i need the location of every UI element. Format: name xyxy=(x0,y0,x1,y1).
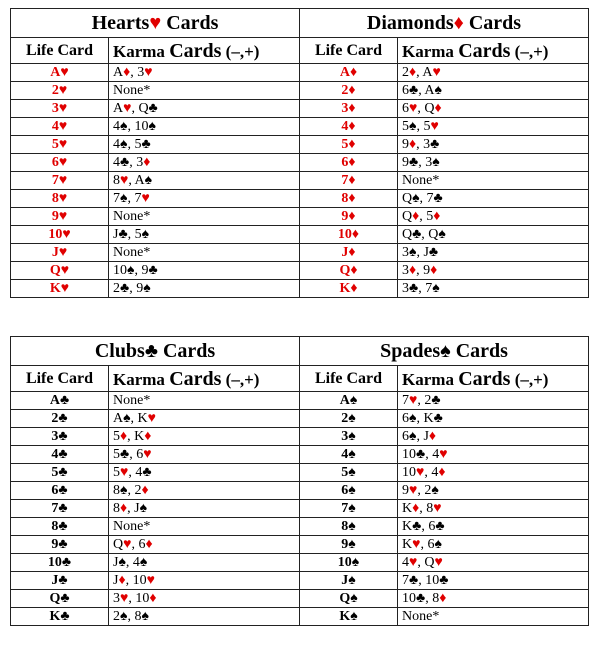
title-row xyxy=(11,9,589,38)
karma-header-prefix: Karma xyxy=(113,369,170,389)
karma-cards-cell: None* xyxy=(398,172,589,190)
red-suit-icon: ♦ xyxy=(143,154,151,170)
karma-cards-cell: J♦, 10♥ xyxy=(109,572,300,590)
life-card-cell: Q♠ xyxy=(300,590,398,608)
karma-cards-cell: None* xyxy=(398,608,589,626)
life-card-cell: 2♥ xyxy=(11,82,109,100)
life-card-cell: A♦ xyxy=(300,64,398,82)
club-icon: ♣ xyxy=(144,340,158,362)
karma-cards-cell: 10♠, 9♣ xyxy=(109,262,300,280)
karma-cards-cell: 4♠, 5♣ xyxy=(109,136,300,154)
karma-header-suffix: (–,+) xyxy=(221,369,260,389)
red-suit-icon: ♥ xyxy=(434,554,443,570)
title-suffix: Cards xyxy=(463,12,522,34)
karma-cards-cell: 6♠, K♣ xyxy=(398,410,589,428)
karma-cards-cell: 3♥, 10♦ xyxy=(109,590,300,608)
life-card-cell: 2♠ xyxy=(300,410,398,428)
life-card-cell: 6♠ xyxy=(300,482,398,500)
spade-icon: ♠ xyxy=(440,340,451,362)
life-card-header: Life Card xyxy=(300,38,398,64)
life-card-cell: 9♠ xyxy=(300,536,398,554)
table-row xyxy=(11,608,589,626)
karma-header-suffix: (–,+) xyxy=(221,41,260,61)
red-suit-icon: ♦ xyxy=(433,208,441,224)
red-suit-icon: ♥ xyxy=(141,190,150,206)
life-card-cell: 8♥ xyxy=(11,190,109,208)
red-suit-icon: ♥ xyxy=(143,446,152,462)
life-card-cell: J♠ xyxy=(300,572,398,590)
table-row xyxy=(11,392,589,410)
table-row xyxy=(11,82,589,100)
table-row xyxy=(11,410,589,428)
karma-cards-cell: 3♠, J♣ xyxy=(398,244,589,262)
karma-header-big: Cards xyxy=(169,367,222,390)
life-card-cell: 4♦ xyxy=(300,118,398,136)
clubs-title xyxy=(11,337,300,366)
diamonds-title xyxy=(300,9,589,38)
karma-cards-cell: Q♣, Q♠ xyxy=(398,226,589,244)
karma-cards-cell: 3♦, 9♦ xyxy=(398,262,589,280)
red-suit-icon: ♥ xyxy=(120,172,129,188)
life-card-cell: 8♠ xyxy=(300,518,398,536)
red-suit-icon: ♥ xyxy=(147,410,156,426)
life-card-cell: 10♥ xyxy=(11,226,109,244)
table-row xyxy=(11,208,589,226)
table-row xyxy=(11,428,589,446)
red-suit-icon: ♦ xyxy=(120,428,128,444)
life-card-cell: 4♥ xyxy=(11,118,109,136)
suit-word: Spades xyxy=(380,340,441,362)
red-suit-icon: ♦ xyxy=(438,464,446,480)
life-card-cell: A♣ xyxy=(11,392,109,410)
life-card-cell: 8♣ xyxy=(11,518,109,536)
karma-cards-cell: J♣, 5♠ xyxy=(109,226,300,244)
karma-header-suffix: (–,+) xyxy=(510,369,549,389)
karma-cards-cell: 5♦, K♦ xyxy=(109,428,300,446)
karma-cards-cell: None* xyxy=(109,392,300,410)
karma-cards-cell: 8♥, A♠ xyxy=(109,172,300,190)
life-card-cell: K♥ xyxy=(11,280,109,298)
life-card-cell: 6♦ xyxy=(300,154,398,172)
red-suit-icon: ♥ xyxy=(409,392,418,408)
karma-cards-cell: 4♥, Q♥ xyxy=(398,554,589,572)
red-suit-icon: ♦ xyxy=(434,100,442,116)
table-row xyxy=(11,536,589,554)
red-suit-icon: ♥ xyxy=(123,536,132,552)
table-row xyxy=(11,572,589,590)
karma-cards-cell: 4♠, 10♠ xyxy=(109,118,300,136)
table-row xyxy=(11,482,589,500)
life-card-header: Life Card xyxy=(300,366,398,392)
karma-cards-cell: Q♦, 5♦ xyxy=(398,208,589,226)
karma-cards-cell: 2♣, 9♠ xyxy=(109,280,300,298)
red-suit-icon: ♦ xyxy=(118,572,126,588)
karma-cards-cell: 6♣, A♠ xyxy=(398,82,589,100)
karma-cards-cell: None* xyxy=(109,518,300,536)
karma-cards-cell: 7♠, 7♥ xyxy=(109,190,300,208)
karma-cards-cell: 8♠, 2♦ xyxy=(109,482,300,500)
karma-cards-cell: 5♥, 4♣ xyxy=(109,464,300,482)
karma-cards-cell: 10♥, 4♦ xyxy=(398,464,589,482)
life-card-cell: Q♣ xyxy=(11,590,109,608)
table-row xyxy=(11,464,589,482)
karma-cards-header xyxy=(109,38,300,64)
life-card-cell: 6♥ xyxy=(11,154,109,172)
hearts-title xyxy=(11,9,300,38)
table-row xyxy=(11,172,589,190)
life-card-cell: 4♣ xyxy=(11,446,109,464)
life-card-cell: 10♠ xyxy=(300,554,398,572)
red-suit-icon: ♦ xyxy=(412,208,420,224)
karma-cards-cell: None* xyxy=(109,208,300,226)
red-suit-icon: ♦ xyxy=(123,64,131,80)
karma-cards-cell: 3♣, 7♠ xyxy=(398,280,589,298)
karma-cards-cell: 9♥, 2♠ xyxy=(398,482,589,500)
life-card-cell: Q♦ xyxy=(300,262,398,280)
life-card-cell: K♦ xyxy=(300,280,398,298)
life-card-cell: 3♣ xyxy=(11,428,109,446)
hearts-diamonds-table xyxy=(10,8,589,298)
karma-header-suffix: (–,+) xyxy=(510,41,549,61)
karma-cards-cell: 9♣, 3♠ xyxy=(398,154,589,172)
karma-cards-cell: 4♣, 3♦ xyxy=(109,154,300,172)
red-suit-icon: ♦ xyxy=(428,428,437,444)
life-card-header: Life Card xyxy=(11,38,109,64)
clubs-spades-table xyxy=(10,336,589,626)
karma-cards-cell: 7♣, 10♣ xyxy=(398,572,589,590)
title-suffix: Cards xyxy=(161,12,219,34)
karma-cards-cell: K♥, 6♠ xyxy=(398,536,589,554)
title-suffix: Cards xyxy=(157,340,216,362)
karma-cards-cell: 5♣, 6♥ xyxy=(109,446,300,464)
red-suit-icon: ♥ xyxy=(120,590,129,606)
table-row xyxy=(11,500,589,518)
life-card-cell: 5♠ xyxy=(300,464,398,482)
life-card-cell: 7♠ xyxy=(300,500,398,518)
karma-cards-cell: Q♥, 6♦ xyxy=(109,536,300,554)
karma-cards-cell: 9♦, 3♣ xyxy=(398,136,589,154)
suit-word: Clubs xyxy=(94,340,145,362)
title-row xyxy=(11,337,589,366)
life-card-cell: 8♦ xyxy=(300,190,398,208)
table-row xyxy=(11,244,589,262)
life-card-cell: 2♣ xyxy=(11,410,109,428)
karma-cards-cell: None* xyxy=(109,82,300,100)
table-row xyxy=(11,118,589,136)
karma-cards-cell: A♠, K♥ xyxy=(109,410,300,428)
life-card-cell: J♥ xyxy=(11,244,109,262)
karma-cards-cell: 6♥, Q♦ xyxy=(398,100,589,118)
red-suit-icon: ♥ xyxy=(144,64,153,80)
karma-cards-cell: 7♥, 2♣ xyxy=(398,392,589,410)
life-card-cell: 7♥ xyxy=(11,172,109,190)
red-suit-icon: ♥ xyxy=(433,500,442,516)
karma-cards-cell: A♥, Q♣ xyxy=(109,100,300,118)
red-suit-icon: ♥ xyxy=(432,64,441,80)
red-suit-icon: ♥ xyxy=(409,554,418,570)
red-suit-icon: ♥ xyxy=(430,118,439,134)
karma-cards-header xyxy=(398,38,589,64)
karma-cards-cell: Q♠, 7♣ xyxy=(398,190,589,208)
header-row xyxy=(11,38,589,64)
karma-cards-header xyxy=(109,366,300,392)
karma-cards-cell: 6♠, J♦ xyxy=(398,428,589,446)
life-card-cell: 6♣ xyxy=(11,482,109,500)
table-row xyxy=(11,554,589,572)
life-card-cell: A♠ xyxy=(300,392,398,410)
life-card-cell: 7♦ xyxy=(300,172,398,190)
karma-cards-cell: 2♦, A♥ xyxy=(398,64,589,82)
red-suit-icon: ♦ xyxy=(141,482,149,498)
karma-cards-header xyxy=(398,366,589,392)
red-suit-icon: ♥ xyxy=(120,464,129,480)
table-row xyxy=(11,446,589,464)
table-row xyxy=(11,590,589,608)
karma-cards-cell: K♦, 8♥ xyxy=(398,500,589,518)
life-card-cell: 5♦ xyxy=(300,136,398,154)
red-suit-icon: ♥ xyxy=(439,446,448,462)
table-row xyxy=(11,280,589,298)
life-card-cell: A♥ xyxy=(11,64,109,82)
karma-cards-cell: A♦, 3♥ xyxy=(109,64,300,82)
karma-cards-cell: 5♠, 5♥ xyxy=(398,118,589,136)
red-suit-icon: ♥ xyxy=(123,100,132,116)
red-suit-icon: ♦ xyxy=(409,262,417,278)
red-suit-icon: ♦ xyxy=(412,500,420,516)
red-suit-icon: ♦ xyxy=(149,590,157,606)
suit-word: Hearts xyxy=(91,12,150,34)
red-suit-icon: ♦ xyxy=(409,136,417,152)
karma-cards-cell: 10♣, 4♥ xyxy=(398,446,589,464)
heart-icon: ♥ xyxy=(149,12,162,34)
karma-header-prefix: Karma xyxy=(113,41,170,61)
karma-header-prefix: Karma xyxy=(402,369,459,389)
life-card-cell: 4♠ xyxy=(300,446,398,464)
karma-cards-cell: 10♣, 8♦ xyxy=(398,590,589,608)
life-card-cell: J♣ xyxy=(11,572,109,590)
red-suit-icon: ♦ xyxy=(120,500,128,516)
life-card-cell: 9♥ xyxy=(11,208,109,226)
table-row xyxy=(11,226,589,244)
red-suit-icon: ♥ xyxy=(409,482,418,498)
karma-cards-cell: K♣, 6♣ xyxy=(398,518,589,536)
karma-header-big: Cards xyxy=(458,367,511,390)
table-row xyxy=(11,64,589,82)
red-suit-icon: ♥ xyxy=(412,536,421,552)
red-suit-icon: ♥ xyxy=(416,464,425,480)
karma-header-big: Cards xyxy=(169,39,222,62)
red-suit-icon: ♦ xyxy=(430,262,438,278)
table-row xyxy=(11,100,589,118)
title-suffix: Cards xyxy=(450,340,508,362)
life-card-cell: 3♥ xyxy=(11,100,109,118)
karma-cards-cell: None* xyxy=(109,244,300,262)
karma-header-prefix: Karma xyxy=(402,41,459,61)
suit-word: Diamonds xyxy=(366,12,454,34)
life-card-cell: 5♥ xyxy=(11,136,109,154)
life-card-cell: K♠ xyxy=(300,608,398,626)
table-row xyxy=(11,518,589,536)
life-card-cell: 5♣ xyxy=(11,464,109,482)
life-card-cell: 10♦ xyxy=(300,226,398,244)
red-suit-icon: ♦ xyxy=(439,590,447,606)
red-suit-icon: ♦ xyxy=(145,536,153,552)
life-card-cell: 2♦ xyxy=(300,82,398,100)
karma-cards-cell: 8♦, J♠ xyxy=(109,500,300,518)
life-card-cell: Q♥ xyxy=(11,262,109,280)
life-card-cell: 3♠ xyxy=(300,428,398,446)
spades-title xyxy=(300,337,589,366)
red-suit-icon: ♥ xyxy=(409,100,418,116)
table-row xyxy=(11,154,589,172)
life-card-cell: 7♣ xyxy=(11,500,109,518)
diamond-icon: ♦ xyxy=(453,12,464,34)
life-card-cell: 9♦ xyxy=(300,208,398,226)
table-row xyxy=(11,190,589,208)
life-card-cell: 9♣ xyxy=(11,536,109,554)
life-card-cell: J♦ xyxy=(300,244,398,262)
karma-cards-cell: 2♠, 8♠ xyxy=(109,608,300,626)
life-card-cell: 3♦ xyxy=(300,100,398,118)
table-row xyxy=(11,136,589,154)
karma-header-big: Cards xyxy=(458,39,511,62)
life-card-cell: 10♣ xyxy=(11,554,109,572)
karma-cards-cell: J♠, 4♠ xyxy=(109,554,300,572)
red-suit-icon: ♦ xyxy=(409,64,417,80)
header-row xyxy=(11,366,589,392)
life-card-header: Life Card xyxy=(11,366,109,392)
table-row xyxy=(11,262,589,280)
life-card-cell: K♣ xyxy=(11,608,109,626)
red-suit-icon: ♥ xyxy=(146,572,155,588)
red-suit-icon: ♦ xyxy=(144,428,152,444)
